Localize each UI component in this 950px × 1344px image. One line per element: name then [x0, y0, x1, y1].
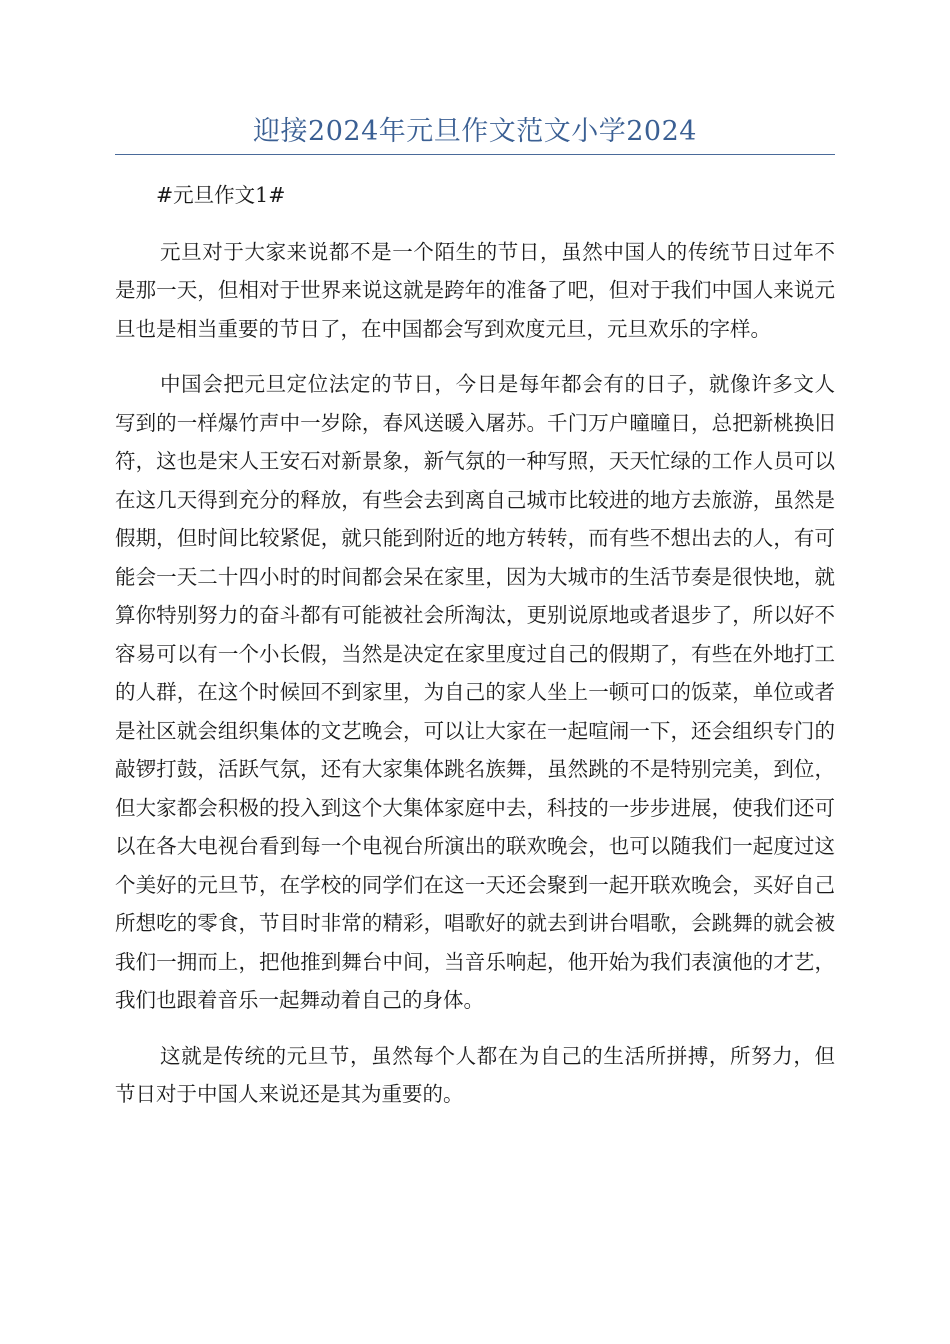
page-title: 迎接2024年元旦作文范文小学2024 — [253, 116, 697, 147]
section-heading: #元旦作文1# — [156, 183, 286, 207]
paragraph-3: 这就是传统的元旦节，虽然每个人都在为自己的生活所拼搏，所努力，但节日对于中国人来说还是其为重要的。 — [115, 1043, 835, 1106]
paragraph-1: 元旦对于大家来说都不是一个陌生的节日，虽然中国人的传统节日过年不是那一天，但相对于世界来说这就是跨年的准备了吧，但对于我们中国人来说元旦也是相当重要的节日了，在中国都会写到欢度元旦，元旦欢乐的字样。 — [115, 239, 835, 341]
title-underline — [115, 154, 835, 155]
paragraph-2: 中国会把元旦定位法定的节日，今日是每年都会有的日子，就像许多文人写到的一样爆竹声中一岁除，春风送暖入屠苏。千门万户曈曈日，总把新桃换旧符，这也是宋人王安石对新景象，新气氛的一种写照，天天忙绿的工作人员可以在这几天得到充分的释放，有些会去到离自己城市比较进的地方去旅游，虽然是假期，但时间比较紧促，就只能到附近的地方转转，而有些不想出去的人，有可能会一天二十四小时的时间都会呆在家里，因为大城市的生活节奏是很快地，就算你特别努力的奋斗都有可能被社会所淘汰，更别说原地或者退步了，所以好不容易可以有一个小长假，当然是决定在家里度过自己的假期了，有些在外地打工的人群，在这个时候回不到家里，为自己的家人坐上一顿可口的饭菜，单位或者是社区就会组织集体的文艺晚会，可以让大家在一起喧闹一下，还会组织专门的敲锣打鼓，活跃气氛，还有大家集体跳名族舞，虽然跳的不是特别完美，到位，但大家都会积极的投入到这个大集体家庭中去，科技的一步步进展，使我们还可以在各大电视台看到每一个电视台所演出的联欢晚会，也可以随我们一起度过这个美好的元旦节，在学校的同学们在这一天还会聚到一起开联欢晚会，买好自己所想吃的零食，节目时非常的精彩，唱歌好的就去到讲台唱歌，会跳舞的就会被我们一拥而上，把他推到舞台中间，当音乐响起，他开始为我们表演他的才艺，我们也跟着音乐一起舞动着自己的身体。 — [115, 372, 835, 1012]
document-body — [115, 176, 835, 1131]
